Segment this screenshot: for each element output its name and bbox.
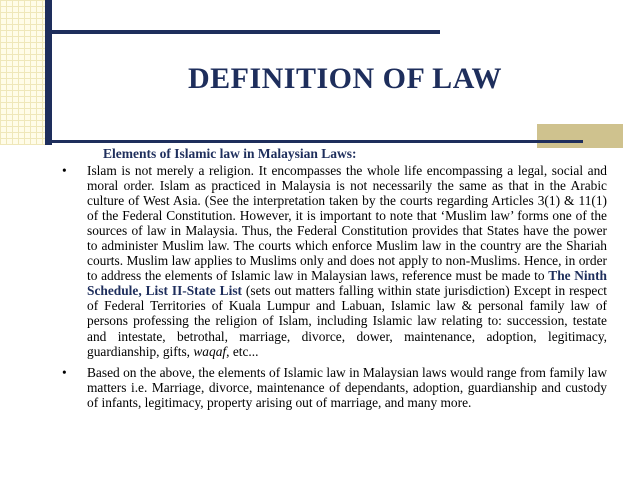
decorative-grid xyxy=(0,0,50,145)
accent-bar-top xyxy=(45,30,440,34)
bullet-text-end: , etc... xyxy=(226,343,259,359)
title-divider xyxy=(45,140,583,143)
bullet-text: Islam is not merely a religion. It encompasses the whole life encompassing a legal, social and moral order. Islam as practiced in Malaysia is not necessarily the same as that in the Arabic culture of West Asia. (See the interpretation taken by the courts regarding Articles 3(1) & 11(1) of the Federal Constitution. However, it is important to note that ‘Muslim law’ forms one of the sources of law in Malaysia. Thus, the Federal Constitution provides that States have the power to administer Muslim law. The courts which enforce Muslim law in the country are the Shariah courts. Muslim law applies to Muslims only and does not apply to non-Muslims. Hence, in order to address the elements of Islamic law in Malaysian laws, reference must be made to xyxy=(87,163,607,284)
slide-subheading: Elements of Islamic law in Malaysian Laws: xyxy=(103,146,357,161)
bullet-text: Based on the above, the elements of Islamic law in Malaysian laws would range from family law matters i.e. Marriage, divorce, maintenance of dependants, adoption, guardianship and custody of infants, legitimacy, property arising out of marriage, and many more. xyxy=(87,364,607,410)
bullet-item-1 xyxy=(62,163,607,359)
slide-title: DEFINITION OF LAW xyxy=(187,62,503,95)
bullet-icon: • xyxy=(62,364,67,380)
accent-block xyxy=(537,124,623,148)
waqaf-term: waqaf xyxy=(193,343,227,359)
bullet-icon: • xyxy=(62,163,67,178)
bullet-list xyxy=(62,163,607,416)
bullet-text-continued: (sets out matters falling within state jurisdiction) Except in respect of Federal Territories of Kuala Lumpur and Labuan, Islamic law & personal family law of persons professing the religion of Islam, including Islamic law relating to: succession, testate and intestate, betrothal, marriage, divorce, dower, maintenance, adoption, legitimacy, guardianship, gifts, xyxy=(87,283,607,359)
accent-bar-vertical xyxy=(45,0,52,145)
bullet-item-2 xyxy=(62,365,607,410)
schedule-reference: The Ninth Schedule, List II-State List xyxy=(87,268,607,299)
